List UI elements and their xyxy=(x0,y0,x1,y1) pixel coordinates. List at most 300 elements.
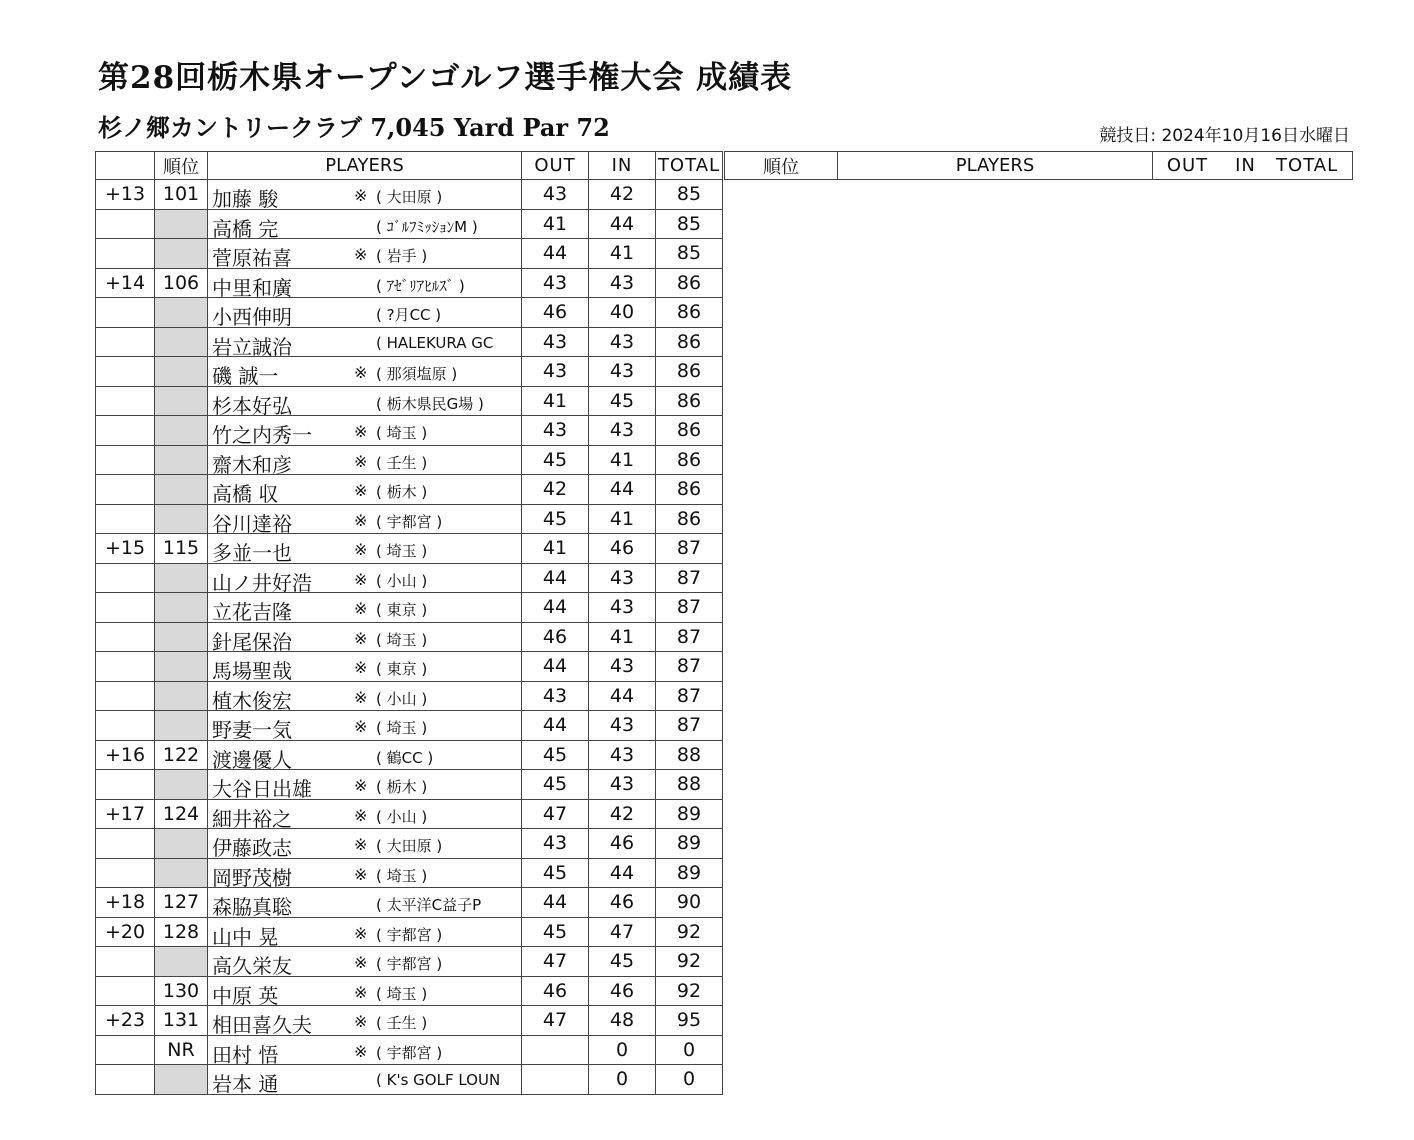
player-cell xyxy=(208,1065,522,1095)
rank-cell xyxy=(155,711,208,741)
diff-cell: +18 xyxy=(96,888,155,918)
header-total: TOTAL xyxy=(656,152,723,180)
table-row xyxy=(96,357,723,387)
competition-date: 競技日: 2024年10月16日水曜日 xyxy=(1099,126,1350,146)
player-name: 相田喜久夫 xyxy=(212,1013,312,1035)
total-score: 86 xyxy=(656,327,723,357)
player-cell xyxy=(208,770,522,800)
out-score: 47 xyxy=(522,947,589,977)
total-score: 89 xyxy=(656,858,723,888)
diff-cell xyxy=(96,386,155,416)
total-score: 95 xyxy=(656,1006,723,1036)
diff-cell xyxy=(96,416,155,446)
diff-cell: +13 xyxy=(96,180,155,210)
table-row xyxy=(96,976,723,1006)
player-club: ( ｺﾞﾙﾌﾐｯｼｮﾝM ) xyxy=(376,217,478,236)
player-mark: ※ xyxy=(354,805,368,825)
total-score: 86 xyxy=(656,268,723,298)
rank-cell xyxy=(155,652,208,682)
rank-cell xyxy=(155,327,208,357)
in-score: 44 xyxy=(589,209,656,239)
diff-cell xyxy=(96,209,155,239)
player-mark: ※ xyxy=(354,245,368,264)
diff-cell: +17 xyxy=(96,799,155,829)
player-cell xyxy=(208,681,522,711)
out-score: 46 xyxy=(522,622,589,652)
rank-cell: 106 xyxy=(155,268,208,298)
diff-cell xyxy=(96,593,155,623)
out-score: 47 xyxy=(522,799,589,829)
table-row xyxy=(96,416,723,446)
rank-cell xyxy=(155,475,208,505)
in-score: 43 xyxy=(589,327,656,357)
player-name: 森脇真聡 xyxy=(212,895,292,917)
header-out-right: OUT xyxy=(1166,155,1209,176)
out-score: 43 xyxy=(522,681,589,711)
in-score: 41 xyxy=(589,622,656,652)
player-mark: ※ xyxy=(354,776,368,795)
out-score: 45 xyxy=(522,917,589,947)
player-club: ( 小山 ) xyxy=(376,571,428,590)
out-score: 43 xyxy=(522,357,589,387)
table-header-row xyxy=(96,152,723,180)
out-score xyxy=(522,1065,589,1095)
rank-cell: 101 xyxy=(155,180,208,210)
player-cell xyxy=(208,534,522,564)
player-name: 細井裕之 xyxy=(212,806,292,829)
rank-cell: NR xyxy=(155,1035,208,1065)
player-name: 谷川達裕 xyxy=(212,511,292,534)
in-score: 43 xyxy=(589,416,656,446)
diff-cell xyxy=(96,327,155,357)
player-club: ( 埼玉 ) xyxy=(376,630,428,649)
total-score: 86 xyxy=(656,475,723,505)
total-score: 86 xyxy=(656,298,723,328)
player-club: ( 東京 ) xyxy=(376,601,428,619)
out-score: 46 xyxy=(522,298,589,328)
out-score: 42 xyxy=(522,475,589,505)
player-name: 岡野茂樹 xyxy=(212,865,292,888)
diff-cell xyxy=(96,770,155,800)
player-cell xyxy=(208,976,522,1006)
player-name: 針尾保治 xyxy=(212,629,292,652)
player-cell xyxy=(208,1006,522,1036)
player-club: ( 栃木 ) xyxy=(376,778,428,796)
player-cell xyxy=(208,593,522,623)
rank-cell xyxy=(155,681,208,711)
player-club: ( 壬生 ) xyxy=(376,453,428,472)
in-score: 44 xyxy=(589,681,656,711)
table-row xyxy=(96,858,723,888)
out-score: 41 xyxy=(522,386,589,416)
player-mark: ※ xyxy=(354,628,368,648)
player-club: ( 埼玉 ) xyxy=(376,866,428,885)
player-name: 田村 悟 xyxy=(212,1042,279,1065)
rank-cell xyxy=(155,622,208,652)
rank-cell: 115 xyxy=(155,534,208,564)
player-name: 植木俊宏 xyxy=(212,688,292,711)
player-cell xyxy=(208,357,522,387)
player-mark: ※ xyxy=(354,540,368,559)
results-body xyxy=(96,180,723,1095)
table-row xyxy=(96,209,723,239)
player-club: ( 大田原 ) xyxy=(376,188,443,206)
header-scores-right xyxy=(1153,152,1353,180)
diff-cell xyxy=(96,976,155,1006)
header-rank: 順位 xyxy=(155,152,208,180)
diff-cell: +20 xyxy=(96,917,155,947)
player-club: ( 栃木県民G場 ) xyxy=(376,394,484,413)
total-score: 85 xyxy=(656,239,723,269)
out-score: 44 xyxy=(522,593,589,623)
in-score: 43 xyxy=(589,563,656,593)
player-club: ( 東京 ) xyxy=(376,660,428,678)
player-name: 高久栄友 xyxy=(212,954,292,976)
total-score: 87 xyxy=(656,652,723,682)
results-table-right xyxy=(724,151,1353,180)
player-cell xyxy=(208,799,522,829)
player-mark: ※ xyxy=(354,451,368,471)
player-name: 岩本 通 xyxy=(212,1072,279,1094)
total-score: 87 xyxy=(656,711,723,741)
in-score: 43 xyxy=(589,770,656,800)
out-score: 47 xyxy=(522,1006,589,1036)
header-players-right: PLAYERS xyxy=(838,152,1153,180)
document-title: 第28回栃木県オープンゴルフ選手権大会 成績表 xyxy=(98,60,793,96)
table-row xyxy=(96,947,723,977)
player-name: 山中 晃 xyxy=(212,924,279,947)
rank-cell xyxy=(155,239,208,269)
player-cell xyxy=(208,209,522,239)
header-rank-right: 順位 xyxy=(725,152,838,180)
total-score: 86 xyxy=(656,504,723,534)
table-header-row-right xyxy=(725,152,1353,180)
rank-cell: 131 xyxy=(155,1006,208,1036)
player-cell xyxy=(208,652,522,682)
out-score xyxy=(522,1035,589,1065)
total-score: 86 xyxy=(656,386,723,416)
player-club: ( 宇都宮 ) xyxy=(376,512,443,531)
player-club: ( 宇都宮 ) xyxy=(376,925,443,944)
out-score: 41 xyxy=(522,534,589,564)
rank-cell xyxy=(155,416,208,446)
total-score: 87 xyxy=(656,622,723,652)
player-cell xyxy=(208,298,522,328)
rank-cell xyxy=(155,563,208,593)
player-mark: ※ xyxy=(354,1012,368,1031)
player-name: 高橋 完 xyxy=(212,216,279,239)
out-score: 43 xyxy=(522,327,589,357)
table-row xyxy=(96,1035,723,1065)
player-club: ( 宇都宮 ) xyxy=(376,955,443,973)
player-cell xyxy=(208,239,522,269)
diff-cell: +23 xyxy=(96,1006,155,1036)
in-score: 43 xyxy=(589,357,656,387)
rank-cell xyxy=(155,209,208,239)
in-score: 0 xyxy=(589,1065,656,1095)
rank-cell xyxy=(155,593,208,623)
table-row xyxy=(96,740,723,770)
out-score: 43 xyxy=(522,416,589,446)
player-name: 中原 英 xyxy=(212,983,279,1006)
diff-cell xyxy=(96,563,155,593)
player-name: 多並一也 xyxy=(212,541,292,563)
total-score: 88 xyxy=(656,740,723,770)
player-club: ( 埼玉 ) xyxy=(376,984,428,1003)
player-cell xyxy=(208,888,522,918)
total-score: 89 xyxy=(656,829,723,859)
diff-cell: +15 xyxy=(96,534,155,564)
table-row xyxy=(96,445,723,475)
player-cell xyxy=(208,563,522,593)
table-row xyxy=(96,829,723,859)
player-mark: ※ xyxy=(354,864,368,884)
player-mark: ※ xyxy=(354,363,368,382)
player-name: 岩立誠治 xyxy=(212,334,292,357)
player-mark: ※ xyxy=(354,481,368,500)
player-mark: ※ xyxy=(354,717,368,736)
table-row xyxy=(96,770,723,800)
rank-cell xyxy=(155,445,208,475)
player-club: ( 宇都宮 ) xyxy=(376,1043,443,1062)
player-club: ( 小山 ) xyxy=(376,807,428,826)
in-score: 43 xyxy=(589,740,656,770)
table-row xyxy=(96,888,723,918)
total-score: 0 xyxy=(656,1065,723,1095)
player-name: 立花吉隆 xyxy=(212,600,292,622)
player-mark: ※ xyxy=(354,422,368,441)
player-name: 高橋 収 xyxy=(212,482,279,504)
total-score: 87 xyxy=(656,681,723,711)
rank-cell xyxy=(155,504,208,534)
diff-cell xyxy=(96,1065,155,1095)
out-score: 41 xyxy=(522,209,589,239)
diff-cell xyxy=(96,858,155,888)
diff-cell xyxy=(96,357,155,387)
player-name: 山ノ井好浩 xyxy=(212,570,312,593)
table-row xyxy=(96,298,723,328)
results-table-left xyxy=(95,151,723,1095)
diff-cell xyxy=(96,711,155,741)
rank-cell xyxy=(155,858,208,888)
out-score: 45 xyxy=(522,858,589,888)
in-score: 41 xyxy=(589,504,656,534)
header-total-right: TOTAL xyxy=(1276,155,1339,176)
player-mark: ※ xyxy=(354,953,368,972)
player-club: ( 埼玉 ) xyxy=(376,719,428,737)
in-score: 40 xyxy=(589,298,656,328)
player-club: ( 栃木 ) xyxy=(376,483,428,501)
total-score: 88 xyxy=(656,770,723,800)
player-name: 渡邊優人 xyxy=(212,747,292,770)
table-row xyxy=(96,652,723,682)
player-cell xyxy=(208,268,522,298)
table-row xyxy=(96,180,723,210)
player-mark: ※ xyxy=(354,510,368,530)
diff-cell xyxy=(96,298,155,328)
player-cell xyxy=(208,475,522,505)
player-cell xyxy=(208,386,522,416)
player-mark: ※ xyxy=(354,186,368,205)
out-score: 45 xyxy=(522,504,589,534)
out-score: 44 xyxy=(522,711,589,741)
table-row xyxy=(96,563,723,593)
rank-cell xyxy=(155,829,208,859)
player-mark: ※ xyxy=(354,1041,368,1061)
diff-cell xyxy=(96,475,155,505)
diff-cell xyxy=(96,239,155,269)
player-club: ( ｱｾﾞﾘｱﾋﾙｽﾞ ) xyxy=(376,276,465,295)
table-row xyxy=(96,622,723,652)
player-name: 大谷日出雄 xyxy=(212,777,312,799)
player-cell xyxy=(208,917,522,947)
in-score: 43 xyxy=(589,593,656,623)
table-row xyxy=(96,1065,723,1095)
player-club: ( 小山 ) xyxy=(376,689,428,708)
out-score: 44 xyxy=(522,652,589,682)
in-score: 43 xyxy=(589,268,656,298)
total-score: 86 xyxy=(656,357,723,387)
out-score: 43 xyxy=(522,268,589,298)
player-club: ( 岩手 ) xyxy=(376,247,428,265)
player-mark: ※ xyxy=(354,687,368,707)
rank-cell xyxy=(155,386,208,416)
in-score: 46 xyxy=(589,976,656,1006)
rank-cell: 127 xyxy=(155,888,208,918)
player-name: 杉本好弘 xyxy=(212,393,292,416)
player-name: 菅原祐喜 xyxy=(212,246,292,268)
in-score: 46 xyxy=(589,888,656,918)
table-row xyxy=(96,239,723,269)
diff-cell xyxy=(96,1035,155,1065)
header-in-right: IN xyxy=(1235,155,1256,176)
header-in: IN xyxy=(589,152,656,180)
table-row xyxy=(96,268,723,298)
in-score: 44 xyxy=(589,475,656,505)
rank-cell: 130 xyxy=(155,976,208,1006)
total-score: 92 xyxy=(656,947,723,977)
in-score: 48 xyxy=(589,1006,656,1036)
in-score: 43 xyxy=(589,652,656,682)
total-score: 92 xyxy=(656,976,723,1006)
table-row xyxy=(96,799,723,829)
player-club: ( 鶴CC ) xyxy=(376,748,434,767)
out-score: 45 xyxy=(522,740,589,770)
total-score: 0 xyxy=(656,1035,723,1065)
header-players: PLAYERS xyxy=(208,152,522,180)
player-cell xyxy=(208,858,522,888)
diff-cell: +16 xyxy=(96,740,155,770)
in-score: 42 xyxy=(589,799,656,829)
header-diff-cell xyxy=(96,152,155,180)
total-score: 87 xyxy=(656,593,723,623)
table-row xyxy=(96,534,723,564)
table-row xyxy=(96,475,723,505)
table-row xyxy=(96,386,723,416)
player-name: 竹之内秀一 xyxy=(212,423,312,445)
diff-cell xyxy=(96,681,155,711)
total-score: 87 xyxy=(656,534,723,564)
out-score: 46 xyxy=(522,976,589,1006)
diff-cell: +14 xyxy=(96,268,155,298)
player-mark: ※ xyxy=(354,982,368,1002)
player-name: 馬場聖哉 xyxy=(212,659,292,681)
player-club: ( ?月CC ) xyxy=(376,306,442,324)
out-score: 44 xyxy=(522,563,589,593)
table-row xyxy=(96,327,723,357)
player-name: 齋木和彦 xyxy=(212,452,292,475)
total-score: 87 xyxy=(656,563,723,593)
player-name: 中里和廣 xyxy=(212,275,292,298)
player-cell xyxy=(208,445,522,475)
in-score: 45 xyxy=(589,947,656,977)
in-score: 42 xyxy=(589,180,656,210)
diff-cell xyxy=(96,652,155,682)
header-out: OUT xyxy=(522,152,589,180)
in-score: 41 xyxy=(589,239,656,269)
rank-cell: 124 xyxy=(155,799,208,829)
player-name: 小西伸明 xyxy=(212,305,292,327)
player-mark: ※ xyxy=(354,923,368,943)
player-club: ( 那須塩原 ) xyxy=(376,365,458,383)
player-club: ( 太平洋C益子P xyxy=(376,896,482,914)
diff-cell xyxy=(96,504,155,534)
player-name: 伊藤政志 xyxy=(212,836,292,858)
player-mark: ※ xyxy=(354,599,368,618)
in-score: 45 xyxy=(589,386,656,416)
player-cell xyxy=(208,327,522,357)
player-name: 野妻一気 xyxy=(212,718,292,740)
total-score: 86 xyxy=(656,445,723,475)
player-mark: ※ xyxy=(354,658,368,677)
player-cell xyxy=(208,504,522,534)
player-cell xyxy=(208,416,522,446)
rank-cell xyxy=(155,947,208,977)
total-score: 85 xyxy=(656,180,723,210)
player-name: 加藤 駿 xyxy=(212,187,279,209)
table-row xyxy=(96,504,723,534)
out-score: 43 xyxy=(522,180,589,210)
in-score: 46 xyxy=(589,534,656,564)
rank-cell xyxy=(155,298,208,328)
in-score: 47 xyxy=(589,917,656,947)
player-club: ( K's GOLF LOUN xyxy=(376,1071,501,1089)
table-row xyxy=(96,593,723,623)
out-score: 44 xyxy=(522,239,589,269)
player-cell xyxy=(208,622,522,652)
in-score: 43 xyxy=(589,711,656,741)
player-cell xyxy=(208,947,522,977)
player-mark: ※ xyxy=(354,569,368,589)
player-club: ( 大田原 ) xyxy=(376,837,443,855)
diff-cell xyxy=(96,445,155,475)
total-score: 92 xyxy=(656,917,723,947)
player-club: ( 埼玉 ) xyxy=(376,424,428,442)
in-score: 44 xyxy=(589,858,656,888)
table-row xyxy=(96,681,723,711)
diff-cell xyxy=(96,947,155,977)
course-subtitle: 杉ノ郷カントリークラブ 7,045 Yard Par 72 xyxy=(98,113,610,142)
rank-cell: 122 xyxy=(155,740,208,770)
player-cell xyxy=(208,1035,522,1065)
in-score: 41 xyxy=(589,445,656,475)
out-score: 43 xyxy=(522,829,589,859)
table-row xyxy=(96,1006,723,1036)
diff-cell xyxy=(96,622,155,652)
out-score: 44 xyxy=(522,888,589,918)
player-club: ( HALEKURA GC xyxy=(376,333,494,352)
player-club: ( 埼玉 ) xyxy=(376,542,428,560)
